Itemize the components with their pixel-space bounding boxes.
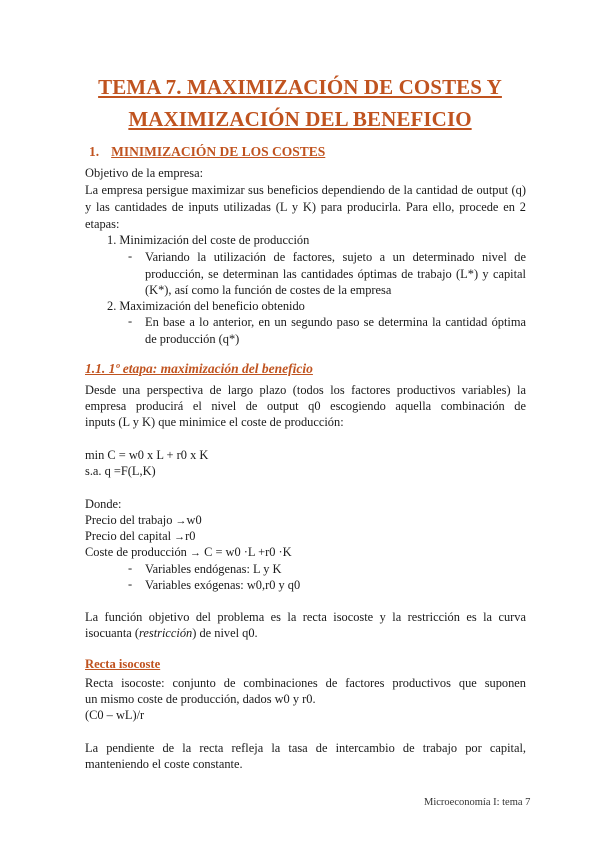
bullet-dash: -: [128, 314, 133, 328]
precio-trabajo-value: w0: [186, 513, 202, 527]
title-line-1: TEMA 7. MAXIMIZACIÓN DE COSTES Y: [98, 75, 502, 99]
bullet-dash: -: [128, 561, 133, 575]
precio-trabajo-line: [85, 512, 202, 529]
section-1-heading: [89, 144, 325, 160]
title-line-2: MAXIMIZACIÓN DEL BENEFICIO: [128, 107, 472, 131]
section-1-1-heading: 1.1. 1º etapa: maximización del beneficio: [85, 361, 313, 376]
arrow-right-icon: →: [175, 515, 187, 527]
intro-line-1: La empresa persigue maximizar sus beneficios dependiendo de la cantidad de output (q): [85, 183, 526, 197]
precio-capital-value: r0: [185, 529, 196, 543]
step-1-bullet-line-3: (K*), así como la función de costes de la empresa: [145, 283, 392, 297]
intro-line-3: etapas:: [85, 217, 120, 231]
bullet-dash: -: [128, 577, 133, 591]
step-1-bullet-line-2: producción, se determinan las cantidades óptimas de trabajo (L*) y capital: [145, 267, 526, 281]
pendiente-line-2: manteniendo el coste constante.: [85, 757, 243, 771]
section-1-1-para-line-2: empresa producirá el nivel de output q0 escogiendo aquella combinación de: [85, 399, 526, 413]
precio-trabajo-label: Precio del trabajo: [85, 513, 173, 527]
variables-endogenas: Variables endógenas: L y K: [145, 562, 282, 576]
formula-constraint: s.a. q =F(L,K): [85, 464, 156, 478]
variables-exogenas: Variables exógenas: w0,r0 y q0: [145, 578, 301, 592]
arrow-right-icon: →: [189, 547, 201, 559]
section-1-1-para-line-1: Desde una perspectiva de largo plazo (todos los factores productivos variables) la: [85, 383, 526, 397]
section-1-title: MINIMIZACIÓN DE LOS COSTES: [111, 144, 326, 159]
arrow-right-icon: →: [174, 531, 186, 543]
page-footer: Microeconomía I: tema 7: [424, 797, 531, 808]
coste-produccion-label: Coste de producción: [85, 545, 187, 559]
objective-label: Objetivo de la empresa:: [85, 166, 204, 180]
section-1-number: 1.: [89, 144, 100, 159]
step-1-bullet-line-1: Variando la utilización de factores, sujeto a un determinado nivel de: [145, 250, 526, 264]
coste-produccion-formula: C = w0 ·L +r0 ·K: [204, 545, 292, 559]
intro-line-2: y las cantidades de inputs utilizadas (L y K) para producirla. Para ello, procede en 2: [85, 200, 526, 214]
donde-label: Donde:: [85, 497, 122, 511]
step-2-bullet-line-2: de producción (q*): [145, 332, 240, 346]
bullet-dash: -: [128, 249, 133, 263]
funcion-objetivo-line-1: La función objetivo del problema es la recta isocoste y la restricción es la curva: [85, 610, 526, 624]
isocoste-line-2: un mismo coste de producción, dados w0 y r0.: [85, 692, 316, 706]
funcion-objetivo-text-c: ) de nivel q0.: [192, 626, 258, 640]
funcion-objetivo-line-2: [85, 625, 258, 641]
recta-isocoste-heading: Recta isocoste: [85, 657, 161, 671]
step-2-title: 2. Maximización del beneficio obtenido: [107, 299, 305, 313]
section-1-1-para-line-3: inputs (L y K) que minimice el coste de producción:: [85, 415, 344, 429]
isocoste-line-1: Recta isocoste: conjunto de combinaciones de factores productivos que suponen: [85, 676, 526, 690]
step-2-bullet-line-1: En base a lo anterior, en un segundo paso se determina la cantidad óptima: [145, 315, 526, 329]
funcion-objetivo-text-a: isocuanta (: [85, 626, 140, 640]
precio-capital-label: Precio del capital: [85, 529, 172, 543]
isocoste-formula: (C0 – wL)/r: [85, 708, 145, 722]
formula-objective: min C = w0 x L + r0 x K: [85, 448, 209, 462]
precio-capital-line: [85, 528, 195, 545]
step-1-title: 1. Minimización del coste de producción: [107, 233, 310, 247]
pendiente-line-1: La pendiente de la recta refleja la tasa de intercambio de trabajo por capital,: [85, 741, 526, 755]
coste-produccion-line: [85, 544, 292, 561]
funcion-objetivo-italic: restricción: [139, 626, 193, 640]
